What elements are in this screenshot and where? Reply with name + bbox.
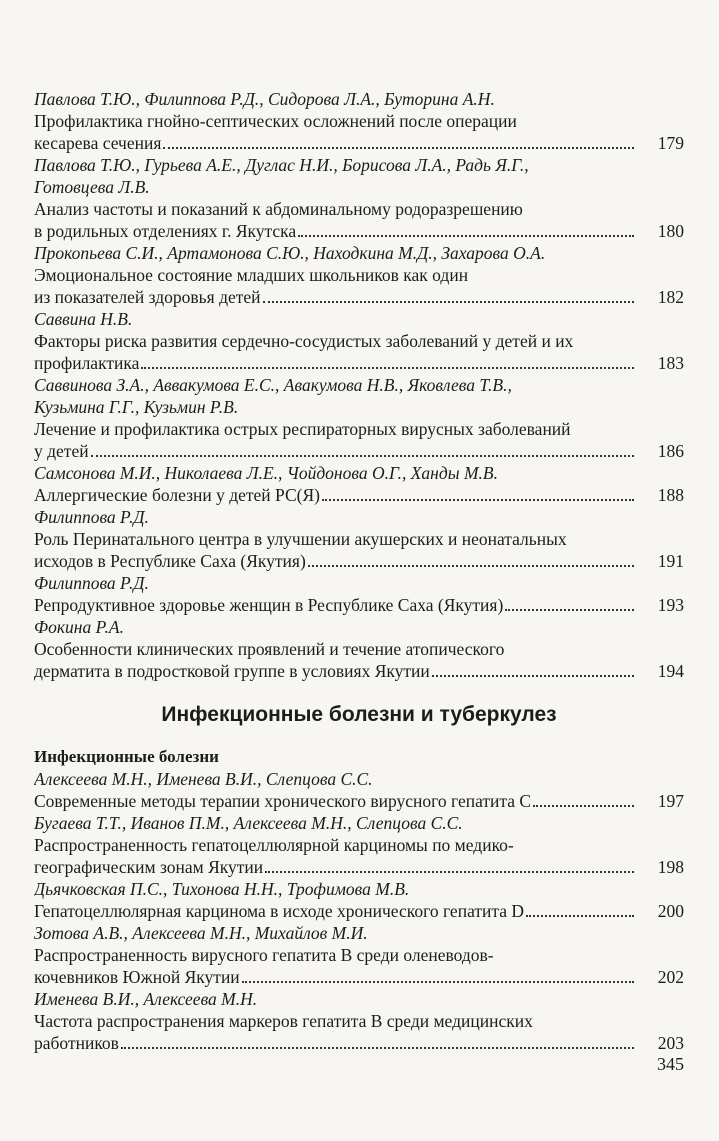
toc-entry	[34, 572, 684, 616]
toc-entry-title: Распространенность вирусного гепатита В среди оленеводов-	[34, 945, 494, 965]
subsection-title: Инфекционные болезни	[34, 747, 219, 766]
toc-entry-page-number: 193	[657, 595, 684, 615]
toc-entry-title: из показателей здоровья детей	[34, 287, 261, 307]
toc-entry-page-number: 198	[657, 857, 684, 877]
toc-entry-title-last-line	[34, 856, 684, 878]
toc-entry-authors: Саввина Н.В.	[34, 309, 133, 329]
toc-entry-page-number: 194	[657, 661, 684, 681]
toc-entry-authors: Прокопьева С.И., Артамонова С.Ю., Находкина М.Д., Захарова О.А.	[34, 243, 546, 263]
toc-entry-page-number: 183	[657, 353, 684, 373]
toc-entry	[34, 462, 684, 506]
toc-entry	[34, 768, 684, 812]
toc-entry-authors: Готовцева Л.В.	[34, 177, 150, 197]
toc-entry-title: Гепатоцеллюлярная карцинома в исходе хронического гепатита D	[34, 901, 525, 921]
toc-list-infectious-diseases	[34, 768, 684, 1054]
dot-leader	[263, 301, 634, 303]
dot-leader	[91, 455, 634, 457]
toc-entry-title: работников	[34, 1033, 119, 1053]
dot-leader	[432, 675, 634, 677]
toc-entry-authors: Алексеева М.Н., Именева В.И., Слепцова С.С.	[34, 769, 373, 789]
toc-entry-title-last-line	[34, 594, 684, 616]
page-number: 345	[657, 1054, 684, 1074]
toc-entry-title: Распространенность гепатоцеллюлярной карциномы по медико-	[34, 835, 514, 855]
toc-entry-title: кесарева сечения	[34, 133, 162, 153]
toc-entry	[34, 242, 684, 308]
toc-entry-title-last-line	[34, 900, 684, 922]
toc-entry-title: географическим зонам Якутии	[34, 857, 264, 877]
toc-entry	[34, 922, 684, 988]
dot-leader	[308, 565, 634, 567]
toc-entry-title-last-line	[34, 966, 684, 988]
toc-entry-title: Факторы риска развития сердечно-сосудистых заболеваний у детей и их	[34, 331, 574, 351]
toc-entry-authors: Зотова А.В., Алексеева М.Н., Михайлов М.И.	[34, 923, 368, 943]
toc-entry-page-number: 197	[657, 791, 684, 811]
toc-entry-title-last-line	[34, 132, 684, 154]
dot-leader	[505, 609, 634, 611]
toc-entry-title: у детей	[34, 441, 89, 461]
toc-entry-title-last-line	[34, 790, 684, 812]
toc-entry-authors: Дьячковская П.С., Тихонова Н.Н., Трофимова М.В.	[34, 879, 410, 899]
toc-entry	[34, 878, 684, 922]
table-of-contents	[34, 88, 684, 1054]
toc-entry	[34, 154, 684, 242]
toc-entry-authors: Самсонова М.И., Николаева Л.Е., Чойдонова О.Г., Ханды М.В.	[34, 463, 498, 483]
toc-entry-authors: Филиппова Р.Д.	[34, 573, 149, 593]
toc-entry-title: Особенности клинических проявлений и течение атопического	[34, 639, 505, 659]
toc-entry-authors: Павлова Т.Ю., Филиппова Р.Д., Сидорова Л.А., Буторина А.Н.	[34, 89, 495, 109]
dot-leader	[121, 1047, 634, 1049]
toc-entry-title-last-line	[34, 550, 684, 572]
toc-entry-authors: Бугаева Т.Т., Иванов П.М., Алексеева М.Н., Слепцова С.С.	[34, 813, 463, 833]
toc-entry-page-number: 186	[657, 441, 684, 461]
toc-entry-title: в родильных отделениях г. Якутска	[34, 221, 297, 241]
toc-entry-page-number: 191	[657, 551, 684, 571]
toc-entry	[34, 988, 684, 1054]
toc-entry	[34, 374, 684, 462]
toc-entry-page-number: 182	[657, 287, 684, 307]
toc-list-obstetrics-pediatrics	[34, 88, 684, 682]
toc-entry-page-number: 200	[657, 901, 684, 921]
toc-entry-title-last-line	[34, 220, 684, 242]
toc-entry-title: Аллергические болезни у детей РС(Я)	[34, 485, 320, 505]
toc-entry-title: профилактика	[34, 353, 140, 373]
toc-entry	[34, 308, 684, 374]
toc-entry	[34, 616, 684, 682]
toc-entry-authors: Фокина Р.А.	[34, 617, 124, 637]
dot-leader	[322, 499, 634, 501]
section-title: Инфекционные болезни и туберкулез	[161, 703, 557, 726]
toc-entry-title: исходов в Республике Саха (Якутия)	[34, 551, 306, 571]
toc-entry-authors: Саввинова З.А., Аввакумова Е.С., Авакумова Н.В., Яковлева Т.В.,	[34, 375, 512, 395]
dot-leader	[533, 805, 634, 807]
toc-entry-page-number: 179	[657, 133, 684, 153]
toc-entry	[34, 812, 684, 878]
dot-leader	[163, 147, 634, 149]
toc-entry-page-number: 180	[657, 221, 684, 241]
dot-leader	[265, 871, 634, 873]
toc-entry-authors: Кузьмина Г.Г., Кузьмин Р.В.	[34, 397, 239, 417]
toc-entry-authors: Филиппова Р.Д.	[34, 507, 149, 527]
toc-entry-title: Профилактика гнойно-септических осложнений после операции	[34, 111, 517, 131]
toc-entry-title: дерматита в подростковой группе в условиях Якутии	[34, 661, 430, 681]
toc-entry-title: Современные методы терапии хронического вирусного гепатита С	[34, 791, 532, 811]
dot-leader	[242, 981, 634, 983]
toc-entry-authors: Павлова Т.Ю., Гурьева А.Е., Дуглас Н.И., Борисова Л.А., Радь Я.Г.,	[34, 155, 529, 175]
toc-entry-title-last-line	[34, 660, 684, 682]
toc-entry-title: Лечение и профилактика острых респираторных вирусных заболеваний	[34, 419, 571, 439]
toc-entry-title-last-line	[34, 440, 684, 462]
toc-entry-title-last-line	[34, 286, 684, 308]
toc-entry-title: Роль Перинатального центра в улучшении акушерских и неонатальных	[34, 529, 567, 549]
toc-entry-page-number: 188	[657, 485, 684, 505]
toc-entry-authors: Именева В.И., Алексеева М.Н.	[34, 989, 258, 1009]
toc-entry-title-last-line	[34, 1032, 684, 1054]
toc-entry-title-last-line	[34, 484, 684, 506]
toc-entry-title: кочевников Южной Якутии	[34, 967, 240, 987]
toc-entry-title-last-line	[34, 352, 684, 374]
dot-leader	[526, 915, 634, 917]
toc-entry-title: Репродуктивное здоровье женщин в Республике Саха (Якутия)	[34, 595, 504, 615]
toc-entry-title: Эмоциональное состояние младших школьников как один	[34, 265, 469, 285]
toc-entry-title: Частота распространения маркеров гепатита В среди медицинских	[34, 1011, 533, 1031]
toc-entry	[34, 506, 684, 572]
toc-entry-title: Анализ частоты и показаний к абдоминальному родоразрешению	[34, 199, 523, 219]
toc-entry-page-number: 202	[657, 967, 684, 987]
toc-entry-page-number: 203	[657, 1033, 684, 1053]
toc-entry	[34, 88, 684, 154]
dot-leader	[141, 367, 634, 369]
dot-leader	[298, 235, 634, 237]
